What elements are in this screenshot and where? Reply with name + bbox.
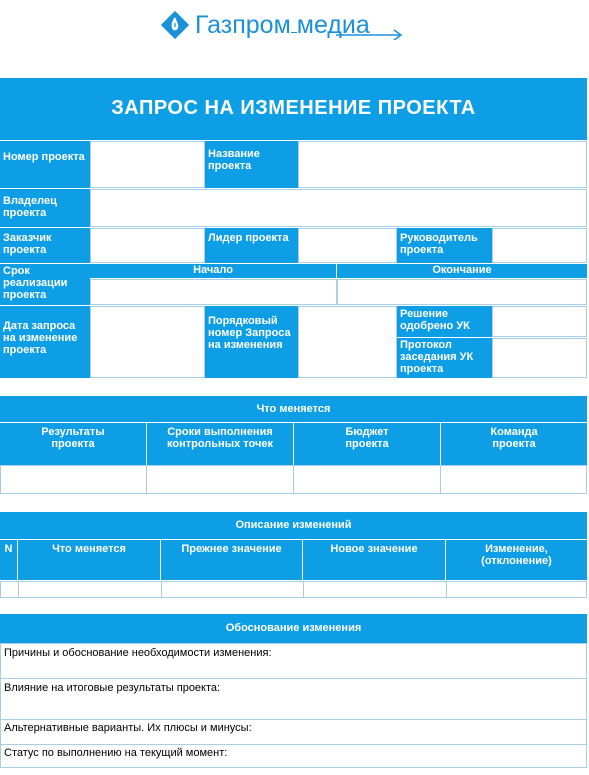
label-sequence-number: Порядковый номер Запроса на изменения (205, 306, 298, 378)
field-decision-approved[interactable] (492, 306, 587, 337)
field-previous-value[interactable] (161, 581, 304, 598)
column-deviation: Изменение, (отклонение) (446, 540, 587, 580)
column-n: N (0, 540, 17, 580)
header-end: Окончание (337, 264, 587, 278)
label-decision-approved: Решение одобрено УК (397, 306, 492, 337)
field-project-owner[interactable] (90, 189, 587, 227)
section-justification-title: Обоснование изменения (0, 614, 587, 643)
field-project-customer[interactable] (90, 228, 205, 263)
field-project-number[interactable] (90, 141, 205, 188)
field-reasons[interactable]: Причины и обоснование необходимости изменения: (0, 643, 587, 679)
field-new-value[interactable] (303, 581, 447, 598)
label-project-number: Номер проекта (0, 141, 90, 188)
section-change-description-title: Описание изменений (0, 512, 587, 539)
field-what-changes[interactable] (18, 581, 162, 598)
gazprom-flame-diamond-icon (160, 10, 190, 40)
logo-brand: Газпром (195, 11, 291, 39)
column-project-team: Команда проекта (441, 423, 587, 465)
column-project-budget: Бюджет проекта (294, 423, 440, 465)
field-alternatives[interactable]: Альтернативные варианты. Их плюсы и минусы: (0, 719, 587, 745)
label-project-leader: Лидер проекта (205, 228, 298, 263)
company-logo (160, 8, 430, 42)
label-project-manager: Руководитель проекта (397, 228, 492, 263)
field-start-date[interactable] (90, 279, 337, 305)
column-previous-value: Прежнее значение (161, 540, 302, 580)
field-checkpoint-deadlines[interactable] (146, 465, 294, 494)
column-what-changes: Что меняется (18, 540, 160, 580)
field-project-budget[interactable] (293, 465, 441, 494)
field-project-leader[interactable] (298, 228, 397, 263)
field-sequence-number[interactable] (298, 306, 397, 378)
field-n[interactable] (0, 581, 19, 598)
field-current-status[interactable]: Статус по выполнению на текущий момент: (0, 744, 587, 768)
label-meeting-protocol: Протокол заседания УК проекта (397, 338, 492, 378)
section-what-changes-title: Что меняется (0, 396, 587, 422)
label-project-customer: Заказчик проекта (0, 228, 90, 263)
column-checkpoint-deadlines: Сроки выполнения контрольных точек (147, 423, 293, 465)
field-impact-on-results[interactable]: Влияние на итоговые результаты проекта: (0, 678, 587, 720)
field-project-name[interactable] (298, 141, 587, 188)
field-end-date[interactable] (337, 279, 587, 305)
column-new-value: Новое значение (303, 540, 445, 580)
column-project-results: Результаты проекта (0, 423, 146, 465)
field-project-results[interactable] (0, 465, 147, 494)
field-meeting-protocol[interactable] (492, 338, 587, 378)
field-deviation[interactable] (446, 581, 587, 598)
label-project-owner: Владелец проекта (0, 189, 90, 227)
logo-arrow-icon (336, 28, 406, 40)
label-request-date: Дата запроса на изменение проекта (0, 306, 90, 378)
label-implementation-period: Срок реализации проекта (0, 264, 90, 305)
field-project-manager[interactable] (492, 228, 587, 263)
logo-brand-suffix: медиа (296, 11, 370, 39)
field-request-date[interactable] (90, 306, 205, 378)
field-project-team[interactable] (440, 465, 587, 494)
header-start: Начало (90, 264, 336, 278)
label-project-name: Название проекта (205, 141, 298, 188)
page-title-bar (0, 78, 587, 140)
page-title: ЗАПРОС НА ИЗМЕНЕНИЕ ПРОЕКТА (111, 97, 476, 119)
